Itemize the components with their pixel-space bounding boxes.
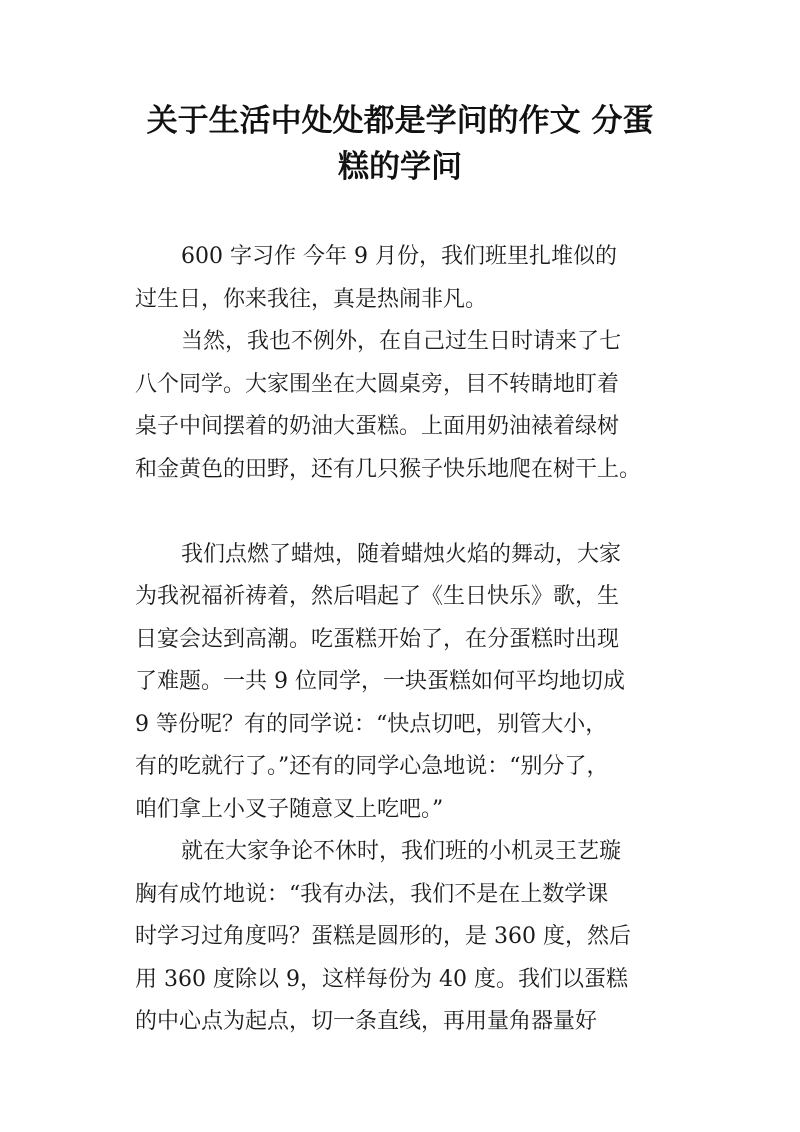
paragraph-line: 用 360 度除以 9，这样每份为 40 度。我们以蛋糕 — [135, 966, 628, 992]
paragraph-2 — [135, 321, 695, 491]
paragraph-line: 9 等份呢？有的同学说：“快点切吧，别管大小， — [135, 711, 608, 737]
paragraph-line: 了难题。一共 9 位同学，一块蛋糕如何平均地切成 — [135, 669, 625, 694]
document-body — [135, 236, 695, 1044]
paragraph-spacer — [135, 491, 695, 534]
paragraph-line: 就在大家争论不休时，我们班的小机灵王艺璇 — [181, 839, 622, 864]
paragraph-line: 的中心点为起点，切一条直线，再用量角器量好 — [135, 1009, 598, 1034]
paragraph-line: 为我祝福祈祷着，然后唱起了《生日快乐》歌，生 — [135, 584, 620, 609]
paragraph-line: 时学习过角度吗？蛋糕是圆形的，是 360 度，然后 — [135, 924, 631, 949]
paragraph-line: 八个同学。大家围坐在大圆桌旁，目不转睛地盯着 — [135, 371, 620, 397]
paragraph-4 — [135, 831, 695, 1044]
document-title — [100, 98, 700, 190]
paragraph-line: 600 字习作 今年 9 月份，我们班里扎堆似的 — [181, 244, 617, 269]
paragraph-3 — [135, 534, 695, 832]
paragraph-line: 我们点燃了蜡烛，随着蜡烛火焰的舞动，大家 — [181, 541, 622, 567]
paragraph-line: 过生日，你来我往，真是热闹非凡。 — [135, 286, 488, 312]
title-line-1: 关于生活中处处都是学问的作文 分蛋 — [146, 103, 654, 139]
paragraph-line: 日宴会达到高潮。吃蛋糕开始了，在分蛋糕时出现 — [135, 626, 620, 652]
paragraph-line: 当然，我也不例外，在自己过生日时请来了七 — [181, 329, 622, 354]
paragraph-line: 有的吃就行了。”还有的同学心急地说：“别分了， — [135, 754, 609, 779]
paragraph-line: 胸有成竹地说：“我有办法，我们不是在上数学课 — [135, 881, 609, 907]
paragraph-1 — [135, 236, 695, 321]
paragraph-line: 和金黄色的田野，还有几只猴子快乐地爬在树干上。 — [135, 456, 642, 482]
paragraph-line: 咱们拿上小叉子随意叉上吃吧。” — [135, 796, 444, 822]
title-line-2: 糕的学问 — [338, 149, 462, 185]
paragraph-line: 桌子中间摆着的奶油大蛋糕。上面用奶油裱着绿树 — [135, 414, 620, 439]
